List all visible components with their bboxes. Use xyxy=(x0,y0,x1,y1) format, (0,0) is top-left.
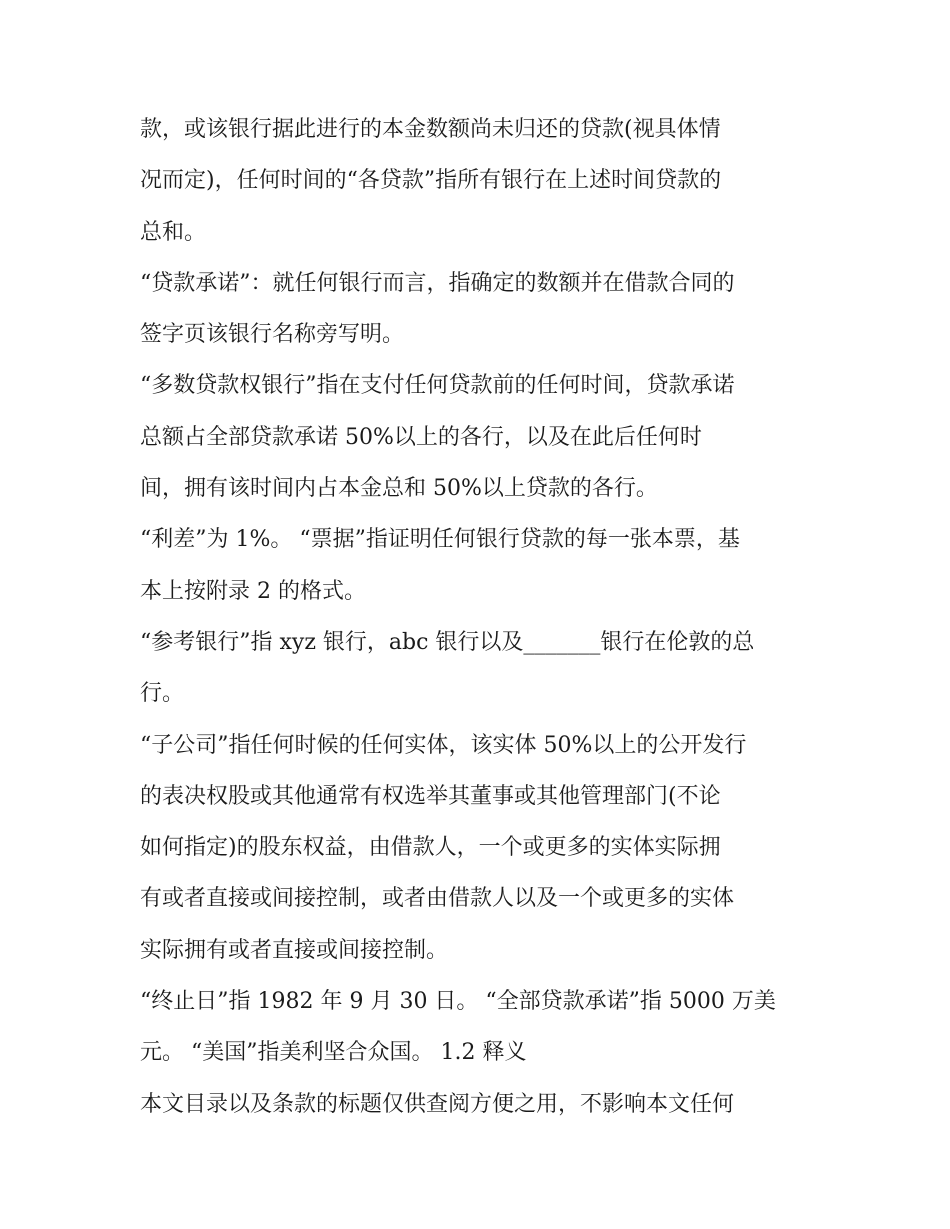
text-line: 总额占全部贷款承诺 50%以上的各行，以及在此后任何时 xyxy=(140,424,702,450)
text-line: 有或者直接或间接控制，或者由借款人以及一个或更多的实体 xyxy=(140,886,735,912)
text-line: “多数贷款权银行”指在支付任何贷款前的任何时间，贷款承诺 xyxy=(140,373,735,399)
text-line: 的表决权股或其他通常有权选举其董事或其他管理部门(不论 xyxy=(140,783,721,809)
text-line: 签字页该银行名称旁写明。 xyxy=(140,322,405,348)
text-line: 本上按附录 2 的格式。 xyxy=(140,578,366,604)
text-line: 况而定)，任何时间的“各贷款”指所有银行在上述时间贷款的 xyxy=(140,168,722,194)
text-line: “贷款承诺”：就任何银行而言，指确定的数额并在借款合同的 xyxy=(140,270,735,296)
text-line: “子公司”指任何时候的任何实体，该实体 50%以上的公开发行 xyxy=(140,732,747,758)
text-line: 款，或该银行据此进行的本金数额尚未归还的贷款(视具体情 xyxy=(140,117,721,142)
text-line: 实际拥有或者直接或间接控制。 xyxy=(140,937,449,963)
text-line: 行。 xyxy=(140,681,185,707)
text-line: 总和。 xyxy=(140,219,207,245)
text-line: 本文目录以及条款的标题仅供查阅方便之用，不影响本文任何 xyxy=(140,1091,735,1117)
document-body xyxy=(140,104,820,1130)
text-line: “利差”为 1%。 “票据”指证明任何银行贷款的每一张本票，基 xyxy=(140,527,740,553)
text-line: “终止日”指 1982 年 9 月 30 日。 “全部贷款承诺”指 5000 万美 xyxy=(140,989,776,1015)
text-line: 间，拥有该时间内占本金总和 50%以上贷款的各行。 xyxy=(140,476,658,502)
text-line: 元。 “美国”指美利坚合众国。 1.2 释义 xyxy=(140,1040,527,1066)
text-line: 如何指定)的股东权益，由借款人，一个或更多的实体实际拥 xyxy=(140,835,721,861)
text-line: “参考银行”指 xyz 银行，abc 银行以及_______银行在伦敦的总 xyxy=(140,629,755,655)
